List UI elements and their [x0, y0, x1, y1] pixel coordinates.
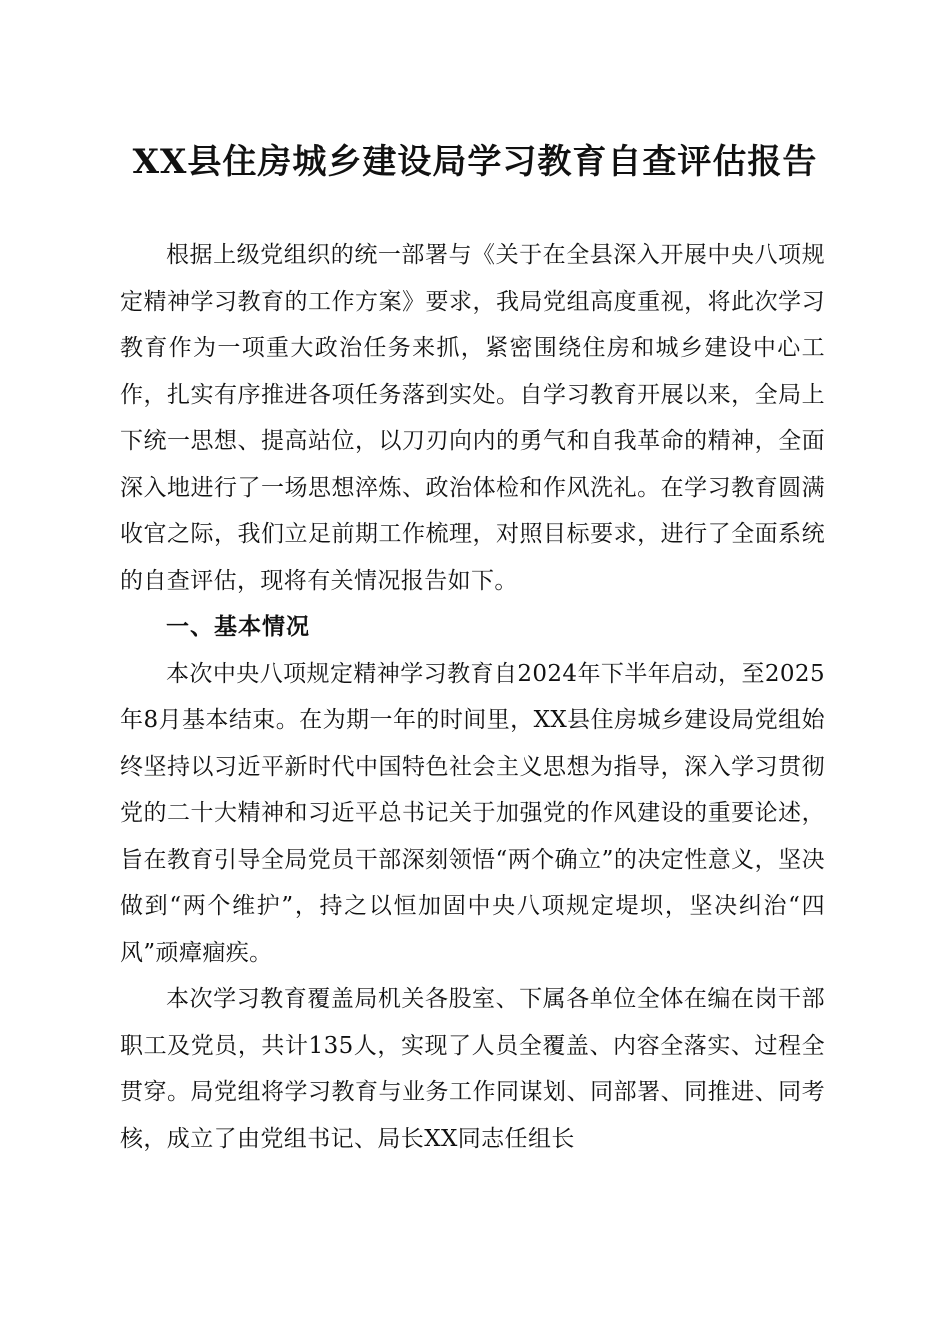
document-body — [120, 232, 825, 1162]
section1-paragraph: 本次学习教育覆盖局机关各股室、下属各单位全体在编在岗干部职工及党员，共计135人，实现了人员全覆盖、内容全落实、过程全贯穿。局党组将学习教育与业务工作同谋划、同部署、同推进、同考核，成立了由党组书记、局长XX同志任组长 — [120, 986, 825, 1152]
document-title: XX县住房城乡建设局学习教育自查评估报告 — [132, 142, 818, 182]
intro-paragraph: 根据上级党组织的统一部署与《关于在全县深入开展中央八项规定精神学习教育的工作方案》要求，我局党组高度重视，将此次学习教育作为一项重大政治任务来抓，紧密围绕住房和城乡建设中心工作，扎实有序推进各项任务落到实处。自学习教育开展以来，全局上下统一思想、提高站位，以刀刃向内的勇气和自我革命的精神，全面深入地进行了一场思想淬炼、政治体检和作风洗礼。在学习教育圆满收官之际，我们立足前期工作梳理，对照目标要求，进行了全面系统的自查评估，现将有关情况报告如下。 — [120, 242, 825, 594]
section1-paragraph: 本次中央八项规定精神学习教育自2024年下半年启动，至2025年8月基本结束。在为期一年的时间里，XX县住房城乡建设局党组始终坚持以习近平新时代中国特色社会主义思想为指导，深入学习贯彻党的二十大精神和习近平总书记关于加强党的作风建设的重要论述，旨在教育引导全局党员干部深刻领悟“两个确立”的决定性意义，坚决做到“两个维护”，持之以恒加固中央八项规定堤坝，坚决纠治“四风”顽瘴痼疾。 — [120, 660, 825, 966]
section-heading-basic-situation: 一、基本情况 — [166, 614, 310, 640]
